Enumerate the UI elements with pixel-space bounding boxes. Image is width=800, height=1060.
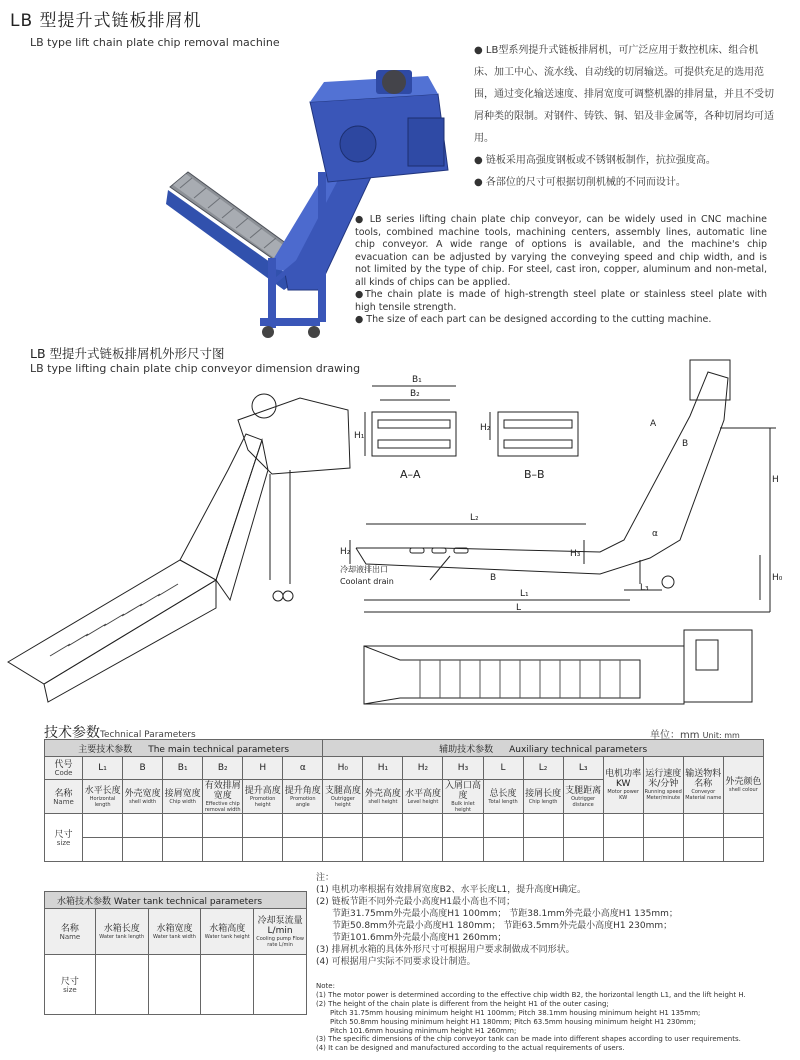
note-en: Pitch 50.8mm housing minimum height H1 180mm; Pitch 63.5mm housing minimum height H1 230mm; [330, 1017, 696, 1026]
desc-en-3: ● The size of each part can be designed according to the cutting machine. [355, 314, 712, 325]
note-cn: (3) 排屑机水箱的具体外形尺寸可根据用户要求制做成不同形状。 [316, 945, 575, 955]
unit-cn: 单位：mm [650, 730, 700, 741]
description-en [355, 214, 767, 327]
note-en: (4) It can be designed and manufactured according to the actual requirements of users. [316, 1044, 625, 1053]
code-cell: H₀ [323, 757, 363, 780]
dimension-drawing [0, 340, 800, 720]
size-cell[interactable] [323, 838, 363, 862]
label-H2: H₂ [480, 423, 491, 433]
code-cell: B₂ [203, 757, 243, 780]
page-title-cn: LB 型提升式链板排屑机 [10, 11, 202, 31]
aux-params-header [323, 740, 764, 757]
size-cell[interactable] [443, 838, 483, 862]
code-cell: B₁ [163, 757, 203, 780]
code-cell: 电机功率KW Motor power KW [603, 757, 643, 814]
main-cn: 主要技术参数 [78, 744, 133, 755]
label-B1: B₁ [412, 375, 422, 385]
coolant-drain-en: Coolant drain [340, 577, 394, 586]
note-en: (2) The height of the chain plate is different from the height H1 of the outer casing; [316, 999, 609, 1008]
name-cell: 外壳宽度 shell width [123, 780, 163, 814]
tech-title-cn: 技术参数 [44, 725, 100, 741]
water-size-cell[interactable] [254, 955, 307, 1015]
code-cell: 运行速度米/分钟 Running speed Meter/minute [643, 757, 683, 814]
drawing-title-cn: LB 型提升式链板排屑机外形尺寸图 [30, 346, 225, 361]
size-cell[interactable] [563, 838, 603, 862]
note-cn: 注： [316, 873, 335, 883]
label-L2: L₂ [470, 513, 479, 523]
size-cell[interactable] [283, 838, 323, 862]
desc-cn-3: ● 各部位的尺寸可根据切削机械的不同而设计。 [474, 177, 686, 188]
size-cell[interactable] [603, 814, 643, 838]
size-cell[interactable] [683, 814, 723, 838]
size-cell[interactable] [123, 814, 163, 838]
code-cell: H [243, 757, 283, 780]
note-en: Note: [316, 982, 335, 990]
main-en: The main technical parameters [148, 744, 290, 755]
note-cn: (2) 链板节距不同外壳最小高度H1最小高也不同； [316, 897, 516, 907]
water-name-label: 名称 Name [45, 909, 96, 955]
page-title-en: LB type lift chain plate chip removal machine [30, 36, 280, 49]
water-size-label: 尺寸 size [45, 955, 96, 1015]
unit-en: Unit: mm [702, 731, 740, 740]
water-col: 水箱宽度 Water tank width [148, 909, 201, 955]
notes-en [316, 982, 776, 1053]
water-col: 冷却泵流量L/min Cooling pump Flow rate L/min [254, 909, 307, 955]
name-cell: 提升角度 Promotion angle [283, 780, 323, 814]
tech-header-row [45, 740, 764, 757]
size-cell[interactable] [723, 814, 763, 838]
water-size-cell[interactable] [148, 955, 201, 1015]
label-H: H [772, 475, 779, 485]
size-cell[interactable] [163, 814, 203, 838]
size-cell[interactable] [523, 838, 563, 862]
note-cn: 节距31.75mm外壳最小高度H1 100mm； 节距38.1mm外壳最小高度H1 135mm； [332, 909, 678, 919]
label-H2-side: H₂ [340, 547, 351, 557]
code-cell: H₃ [443, 757, 483, 780]
label-A: A [650, 419, 657, 429]
size-cell[interactable] [123, 838, 163, 862]
name-cell: 支腿高度 Outrigger height [323, 780, 363, 814]
name-cell: 接屑宽度 Chip width [163, 780, 203, 814]
drawing-title-en: LB type lifting chain plate chip conveyor dimension drawing [30, 362, 361, 375]
size-cell[interactable] [483, 814, 523, 838]
description-cn [474, 40, 774, 194]
water-size-cell[interactable] [201, 955, 254, 1015]
water-col: 水箱高度 Water tank height [201, 909, 254, 955]
note-cn: (4) 可根据用户实际不同要求设计制造。 [316, 957, 476, 967]
code-cell: α [283, 757, 323, 780]
size-cell[interactable] [323, 814, 363, 838]
name-label: 名称 Name [45, 780, 83, 814]
label-B2: B₂ [410, 389, 420, 399]
size-cell[interactable] [243, 814, 283, 838]
size-row [45, 814, 764, 838]
code-row [45, 757, 764, 780]
water-size-row [45, 955, 307, 1015]
code-cell: L [483, 757, 523, 780]
label-alpha: α [652, 529, 658, 539]
name-cell: 水平高度 Level height [403, 780, 443, 814]
label-H3: H₃ [570, 549, 581, 559]
tech-title-en: Technical Parameters [100, 730, 196, 740]
size-label: 尺寸 size [45, 814, 83, 862]
label-B-high: B [682, 439, 689, 449]
water-size-cell[interactable] [95, 955, 148, 1015]
code-cell: H₂ [403, 757, 443, 780]
water-col: 水箱长度 Water tank length [95, 909, 148, 955]
section-aa: A–A [400, 468, 421, 481]
note-en: Pitch 31.75mm housing minimum height H1 100mm; Pitch 38.1mm housing minimum height H1 135mm; [330, 1008, 701, 1017]
label-L: L [516, 603, 522, 613]
water-name-row [45, 909, 307, 955]
name-cell: 总长度 Total length [483, 780, 523, 814]
aux-cn: 辅助技术参数 [439, 744, 494, 755]
size-cell[interactable] [523, 814, 563, 838]
notes-cn [316, 872, 766, 968]
size-cell[interactable] [83, 814, 123, 838]
size-cell[interactable] [403, 814, 443, 838]
name-cell: 入屑口高度 Bulk inlet height [443, 780, 483, 814]
label-B-low: B [490, 573, 497, 583]
desc-cn-1: ● LB型系列提升式链板排屑机，可广泛应用于数控机床、组合机床、加工中心、流水线、自动线的切屑输送。可提供充足的选用范围，通过变化输送速度、排屑宽度可调整机器的排屑量，并且不受切屑种类的限制。对钢件、铸铁、铜、铝及非金属等，各种切屑均可适用。 [474, 45, 774, 144]
code-cell: L₃ [563, 757, 603, 780]
name-cell: 提升高度 Promotion height [243, 780, 283, 814]
code-cell: H₁ [363, 757, 403, 780]
name-cell: 水平长度 Horizontal length [83, 780, 123, 814]
main-params-header [45, 740, 323, 757]
size-cell[interactable] [723, 838, 763, 862]
code-label: 代号 Code [45, 757, 83, 780]
size-cell[interactable] [203, 838, 243, 862]
size-cell[interactable] [643, 838, 683, 862]
label-H0: H₀ [772, 573, 783, 583]
size-cell[interactable] [283, 814, 323, 838]
size-cell[interactable] [683, 838, 723, 862]
water-tank-table [44, 891, 307, 1015]
water-tank-header [45, 892, 307, 909]
tech-params-table [44, 739, 764, 862]
code-cell: 输送物料名称 Conveyor Material name [683, 757, 723, 814]
coolant-drain-cn: 冷却液排出口 [340, 565, 388, 574]
code-cell: L₂ [523, 757, 563, 780]
size-row-2 [45, 838, 764, 862]
size-cell[interactable] [443, 814, 483, 838]
aux-en: Auxiliary technical parameters [509, 744, 648, 755]
note-cn: (1) 电机功率根据有效排屑宽度B2、水平长度L1，提升高度H确定。 [316, 885, 587, 895]
label-H1: H₁ [354, 431, 365, 441]
size-cell[interactable] [203, 814, 243, 838]
size-cell[interactable] [243, 838, 283, 862]
label-L1: L₁ [520, 589, 529, 599]
code-cell: 外壳颜色 shell colour [723, 757, 763, 814]
water-tank-title: 水箱技术参数 Water tank technical parameters [45, 892, 307, 909]
size-cell[interactable] [643, 814, 683, 838]
size-cell[interactable] [363, 838, 403, 862]
size-cell[interactable] [163, 838, 203, 862]
note-en: Pitch 101.6mm housing minimum height H1 260mm; [330, 1026, 517, 1035]
size-cell[interactable] [403, 838, 443, 862]
code-cell: L₁ [83, 757, 123, 780]
section-bb: B–B [524, 468, 545, 481]
size-cell[interactable] [363, 814, 403, 838]
size-cell[interactable] [483, 838, 523, 862]
desc-en-2: ●The chain plate is made of high-strength steel plate or stainless steel plate with high tensile strength. [355, 289, 767, 313]
size-cell[interactable] [563, 814, 603, 838]
name-cell: 接屑长度 Chip length [523, 780, 563, 814]
label-L3: L₃ [640, 583, 649, 593]
size-cell[interactable] [603, 838, 643, 862]
note-en: (3) The specific dimensions of the chip conveyor tank can be made into different shapes according to user requirements. [316, 1035, 741, 1044]
name-cell: 外壳高度 shell height [363, 780, 403, 814]
size-cell[interactable] [83, 838, 123, 862]
name-cell: 有效排屑宽度 Effective chip removal width [203, 780, 243, 814]
note-cn: 节距101.6mm外壳最小高度H1 260mm； [332, 933, 507, 943]
note-cn: 节距50.8mm外壳最小高度H1 180mm； 节距63.5mm外壳最小高度H1 230mm； [332, 921, 673, 931]
code-cell: B [123, 757, 163, 780]
desc-en-1: ● LB series lifting chain plate chip conveyor, can be widely used in CNC machine tools, combined machine tools, machining centers, assembly lines, automatic line chip conveyor. A wide range of options is available, and the machine's chip evacuation can be adjusted by varying the conveying speed and chip width, and is not limited by the type of chip. For steel, cast iron, copper, aluminum and non-metal, all kinds of chips can be applied. [355, 214, 767, 288]
note-en: (1) The motor power is determined according to the effective chip width B2, the horizontal length L1, and the lift height H. [316, 990, 746, 999]
name-cell: 支腿距离 Outrigger distance [563, 780, 603, 814]
desc-cn-2: ● 链板采用高强度钢板或不锈钢板制作，抗拉强度高。 [474, 155, 716, 166]
